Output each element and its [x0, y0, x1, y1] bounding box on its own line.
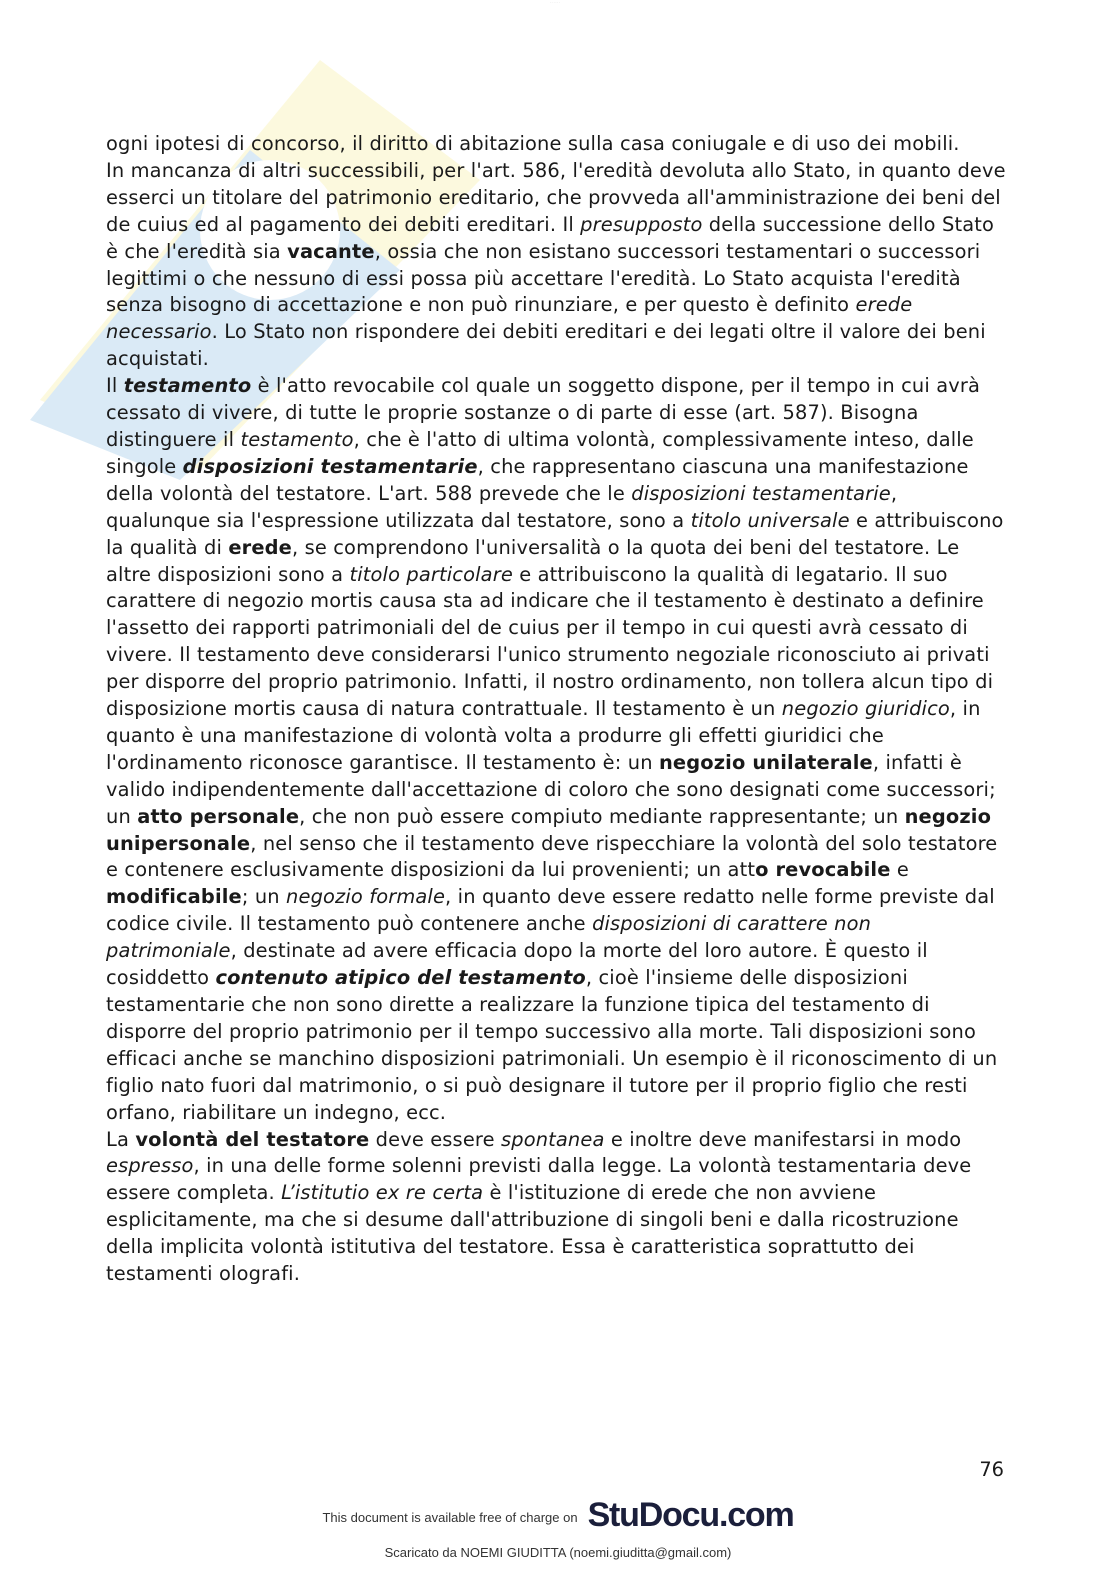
- styled-text-run: negozio giuridico: [781, 697, 950, 721]
- text-run: , in una delle forme solenni previsti dalla legge. La volontà testamentaria deve essere completa.: [106, 1154, 972, 1205]
- text-run: è l'atto revocabile col quale un soggetto dispone, per il tempo in cui avrà cessato di vivere, di tutte le proprie sostanze o di parte di esse (art. 587). Bisogna distinguere il: [106, 374, 981, 451]
- text-run: Il: [106, 374, 124, 398]
- styled-text-run: volontà del testatore: [135, 1127, 370, 1151]
- styled-text-run: L’istitutio ex re certa: [281, 1181, 484, 1205]
- page-number: 76: [979, 1458, 1004, 1481]
- styled-text-run: espresso: [106, 1154, 194, 1178]
- styled-text-run: presupposto: [580, 212, 703, 236]
- text-run: , cioè l'insieme delle disposizioni testamentarie che non sono dirette a realizzare la funzione tipica del testamento di disporre del proprio patrimonio per il tempo successivo alla morte. Tali disposizioni sono efficaci anche se manchino disposizioni patrimoniali. Un esempio è il riconoscimento di un figlio nato fuori dal matrimonio, o si può designare il tutore per il proprio figlio che resti orfano, riabilitare un indegno, ecc.: [106, 966, 998, 1124]
- text-run: La: [106, 1127, 136, 1151]
- text-run: , infatti è valido indipendentemente dall'accettazione di coloro che sono designati come successori; un: [106, 750, 996, 828]
- text-run: e attribuiscono la qualità di: [106, 508, 1004, 559]
- paragraph: [106, 131, 1006, 158]
- text-run: , che rappresentano ciascuna una manifestazione della volontà del testatore. L'art. 588 prevede che le: [106, 454, 969, 505]
- styled-text-run: contenuto atipico del testamento: [215, 966, 586, 990]
- paragraph: [106, 158, 1006, 373]
- studocu-logo[interactable]: StuDocu.com: [587, 1495, 794, 1534]
- text-run: , qualunque sia l'espressione utilizzata dal testatore, sono a: [106, 481, 898, 532]
- text-run: e inoltre deve manifestarsi in modo: [604, 1127, 962, 1151]
- text-run: , in quanto è una manifestazione di volontà volta a produrre gli effetti giuridici che l'ordinamento riconosce garantisce. Il testamento è: un: [106, 697, 981, 774]
- text-run: In mancanza di altri successibili, per l'art. 586, l'eredità devoluta allo Stato, in quanto deve esserci un titolare del patrimonio ereditario, che provveda all'amministrazione dei beni del de cuius ed al pagamento dei debiti ereditari. Il: [106, 158, 1006, 236]
- styled-text-run: o revocabile: [755, 858, 891, 882]
- text-run: , se comprendono l'universalità o la quota dei beni del testatore. Le altre disposizioni sono a: [106, 535, 960, 586]
- text-run: e: [890, 858, 909, 882]
- styled-text-run: testamento: [123, 374, 252, 398]
- styled-text-run: titolo universale: [690, 508, 850, 532]
- paragraph: [106, 1127, 1006, 1288]
- text-run: ogni ipotesi di concorso, il diritto di abitazione sulla casa coniugale e di uso dei mobili.: [106, 132, 960, 155]
- styled-text-run: titolo particolare: [349, 562, 513, 586]
- styled-text-run: erede necessario: [106, 293, 913, 344]
- styled-text-run: negozio formale: [286, 885, 446, 909]
- top-header-mark: · · · · · ·: [549, 0, 561, 4]
- styled-text-run: negozio unipersonale: [106, 804, 992, 855]
- text-run: , in quanto deve essere redatto nelle forme previste dal codice civile. Il testamento può contenere anche: [106, 885, 995, 936]
- footer-available-text: This document is available free of charge on: [322, 1509, 578, 1525]
- text-run: ; un: [241, 885, 287, 909]
- text-run: , nel senso che il testamento deve rispecchiare la volontà del solo testatore e contenere esclusivamente disposizioni da lui provenienti; un att: [106, 831, 998, 882]
- styled-text-run: spontanea: [500, 1127, 605, 1151]
- text-run: e attribuiscono la qualità di legatario. Il suo carattere di negozio mortis causa sta ad indicare che il testamento è destinato a definire l'assetto dei rapporti patrimoniali del de cuius per il tempo in cui questi avrà cessato di vivere. Il testamento deve considerarsi l'unico strumento negoziale riconosciuto ai privati per disporre del proprio patrimonio. Infatti, il nostro ordinamento, non tollera alcun tipo di disposizione mortis causa di natura contrattuale. Il testamento è un: [106, 562, 994, 721]
- text-run: della successione dello Stato è che l'eredità sia: [106, 212, 994, 263]
- styled-text-run: negozio unilaterale: [658, 750, 873, 774]
- styled-text-run: disposizioni testamentarie: [182, 454, 478, 478]
- footer-download-info: Scaricato da NOEMI GIUDITTA (noemi.giuditta@gmail.com): [384, 1545, 732, 1560]
- styled-text-run: disposizioni di carattere non patrimoniale: [106, 912, 872, 963]
- styled-text-run: modificabile: [106, 885, 242, 909]
- text-run: , che non può essere compiuto mediante rappresentante; un: [299, 804, 905, 828]
- styled-text-run: testamento: [240, 427, 354, 451]
- styled-text-run: erede: [228, 535, 292, 559]
- text-run: , ossia che non esistano successori testamentari o successori legittimi o che nessuno di essi possa più accettare l'eredità. Lo Stato acquista l'eredità senza bisogno di accettazione e non può rinunziare, e per questo è definito: [106, 239, 981, 317]
- text-run: deve essere: [369, 1127, 501, 1151]
- text-run: è l'istituzione di erede che non avviene esplicitamente, ma che si desume dall'attribuzione di singoli beni e dalla ricostruzione della implicita volontà istitutiva del testatore. Essa è caratteristica soprattutto dei testamenti olografi.: [106, 1181, 959, 1286]
- styled-text-run: vacante: [287, 239, 375, 263]
- text-run: , che è l'atto di ultima volontà, complessivamente inteso, dalle singole: [106, 427, 974, 478]
- paragraph: [106, 373, 1006, 1126]
- text-run: . Lo Stato non rispondere dei debiti ereditari e dei legati oltre il valore dei beni acquistati.: [106, 320, 986, 371]
- styled-text-run: atto personale: [137, 804, 300, 828]
- document-body: [106, 131, 1006, 1288]
- text-run: , destinate ad avere efficacia dopo la morte del loro autore. È questo il cosiddetto: [106, 939, 928, 990]
- styled-text-run: disposizioni testamentarie: [631, 481, 891, 505]
- footer-branding: [0, 1492, 1116, 1538]
